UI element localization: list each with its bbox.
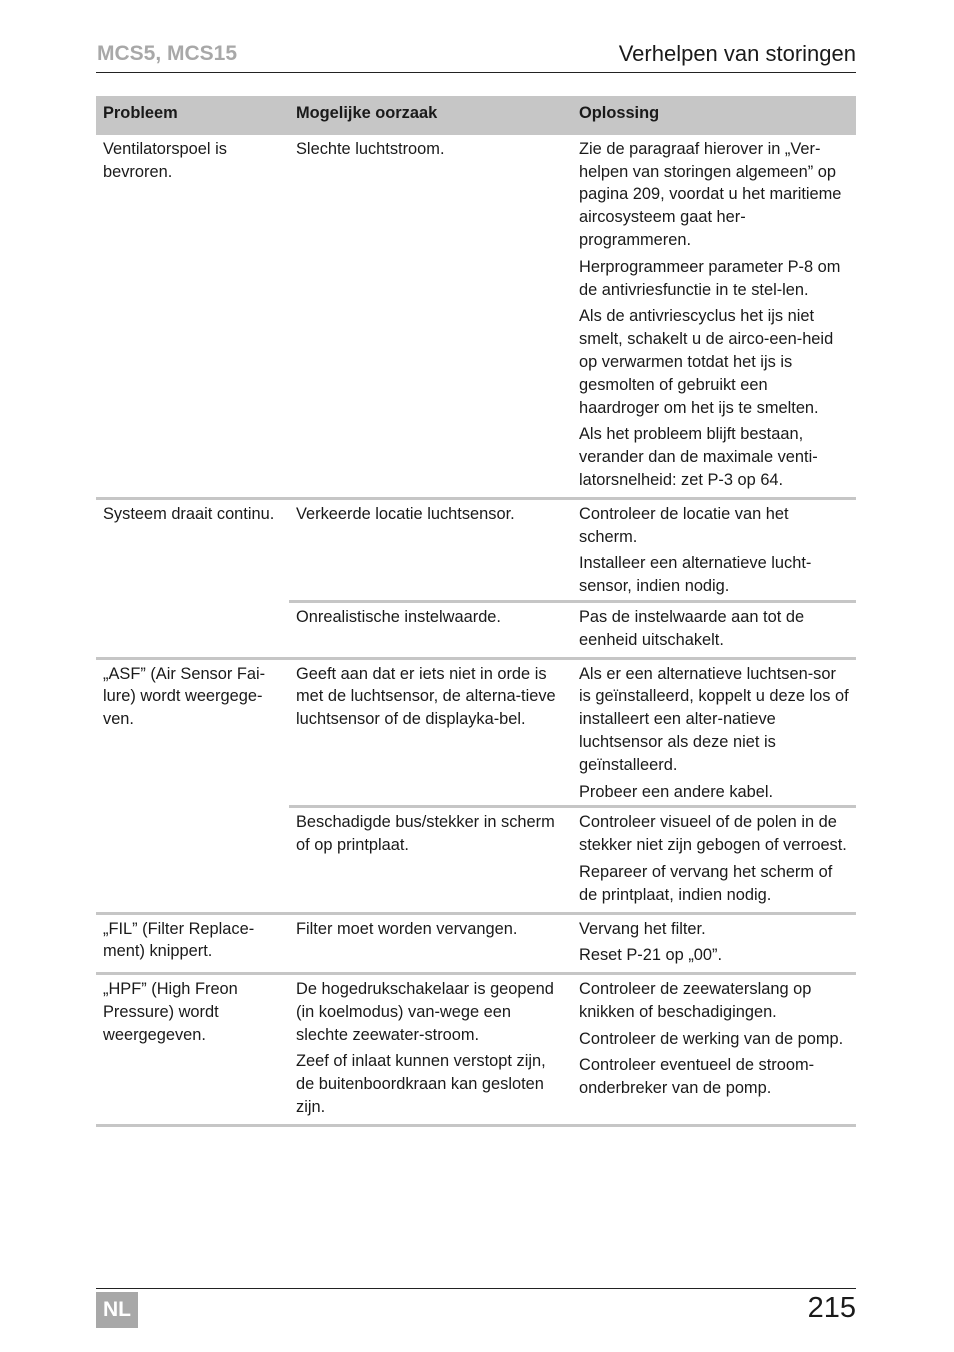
problem-text: Ventilatorspoel is bevroren. [103, 139, 227, 181]
cause-text: Slechte luchtstroom. [296, 139, 445, 158]
solution-text: Als het probleem blijft bestaan, verander dan de maximale venti-latorsnelheid: zet P-3 op 64. [579, 425, 818, 489]
problem-text: „HPF” (High Freon Pressure) wordt weergegeven. [103, 980, 238, 1044]
solution-text: Installeer een alternatieve lucht-sensor, indien nodig. [579, 554, 812, 596]
table-row [96, 498, 856, 601]
language-badge: NL [96, 1292, 138, 1328]
solution-text: Controleer de zeewaterslang op knikken of beschadigingen. [579, 980, 812, 1021]
troubleshooting-table [96, 96, 856, 1127]
problem-cell [96, 974, 289, 1126]
table-header-row [96, 96, 856, 135]
solution-text: Controleer de locatie van het scherm. [579, 504, 789, 546]
solution-cell [572, 135, 856, 498]
solution-text: Herprogrammeer parameter P-8 om de antivriesfunctie in te stel-len. [579, 257, 841, 299]
problem-cell [96, 135, 289, 498]
table-row [96, 913, 856, 974]
solution-text: Controleer eventueel de stroom-onderbreker van de pomp. [579, 1056, 815, 1098]
page-number: 215 [807, 1292, 856, 1324]
solution-text: Als er een alternatieve luchtsen-sor is geïnstalleerd, koppelt u deze los of installeert een alter-natieve luchtsensor als deze niet is geïnstalleerd. [579, 664, 849, 774]
cause-text: Beschadigde bus/stekker in scherm of op printplaat. [296, 813, 555, 855]
cause-cell [289, 658, 572, 807]
solution-cell [572, 913, 856, 974]
cause-cell [289, 913, 572, 974]
solution-text: Controleer visueel of de polen in de stekker niet zijn gebogen of verroest. [579, 813, 847, 855]
cause-cell [289, 807, 572, 913]
solution-cell [572, 974, 856, 1126]
problem-cell [96, 658, 289, 913]
solution-text: Pas de instelwaarde aan tot de eenheid uitschakelt. [579, 607, 805, 649]
problem-cell [96, 498, 289, 658]
cause-text: Onrealistische instelwaarde. [296, 607, 501, 626]
cause-cell [289, 601, 572, 658]
solution-text: Als de antivriescyclus het ijs niet smelt, schakelt u de airco-een-heid op verwarmen totdat het ijs is gesmolten of gebruikt een haardroger om het ijs te smelten. [579, 307, 834, 417]
model-name: MCS5, MCS15 [97, 42, 238, 65]
solution-cell [572, 601, 856, 658]
solution-text: Reset P-21 op „00”. [579, 946, 723, 965]
cause-text: Filter moet worden vervangen. [296, 919, 518, 938]
solution-text: Repareer of vervang het scherm of de printplaat, indien nodig. [579, 862, 833, 904]
cause-cell [289, 974, 572, 1126]
column-header-cause: Mogelijke oorzaak [289, 96, 572, 135]
cause-text: Zeef of inlaat kunnen verstopt zijn, de buitenboordkraan kan gesloten zijn. [296, 1052, 546, 1117]
column-header-problem: Probleem [96, 96, 289, 135]
solution-cell [572, 658, 856, 807]
cause-text: Verkeerde locatie luchtsensor. [296, 504, 515, 523]
table-row [96, 974, 856, 1126]
problem-text: „ASF” (Air Sensor Fai-lure) wordt weergege-ven. [103, 664, 266, 729]
page-footer [96, 1288, 856, 1324]
solution-cell [572, 807, 856, 913]
page-header [96, 40, 856, 73]
cause-cell [289, 498, 572, 601]
solution-text: Zie de paragraaf hierover in „Ver-helpen van storingen algemeen” op pagina 209, voordat u het maritieme aircosysteem gaat her-programmeren. [579, 139, 842, 249]
table-row [96, 658, 856, 807]
cause-text: De hogedrukschakelaar is geopend (in koelmodus) van-wege een slechte zeewater-stroom. [296, 980, 554, 1044]
problem-text: Systeem draait continu. [103, 504, 275, 523]
cause-cell [289, 135, 572, 498]
solution-text: Probeer een andere kabel. [579, 782, 774, 801]
table-row [96, 135, 856, 498]
solution-text: Controleer de werking van de pomp. [579, 1029, 844, 1048]
problem-cell [96, 913, 289, 974]
problem-text: „FIL” (Filter Replace-ment) knippert. [103, 919, 255, 961]
solution-cell [572, 498, 856, 601]
solution-text: Vervang het filter. [579, 919, 706, 938]
cause-text: Geeft aan dat er iets niet in orde is met de luchtsensor, de alterna-tieve luchtsensor of de displayka-bel. [296, 664, 556, 729]
section-title: Verhelpen van storingen [618, 41, 856, 66]
column-header-solution: Oplossing [572, 96, 856, 135]
